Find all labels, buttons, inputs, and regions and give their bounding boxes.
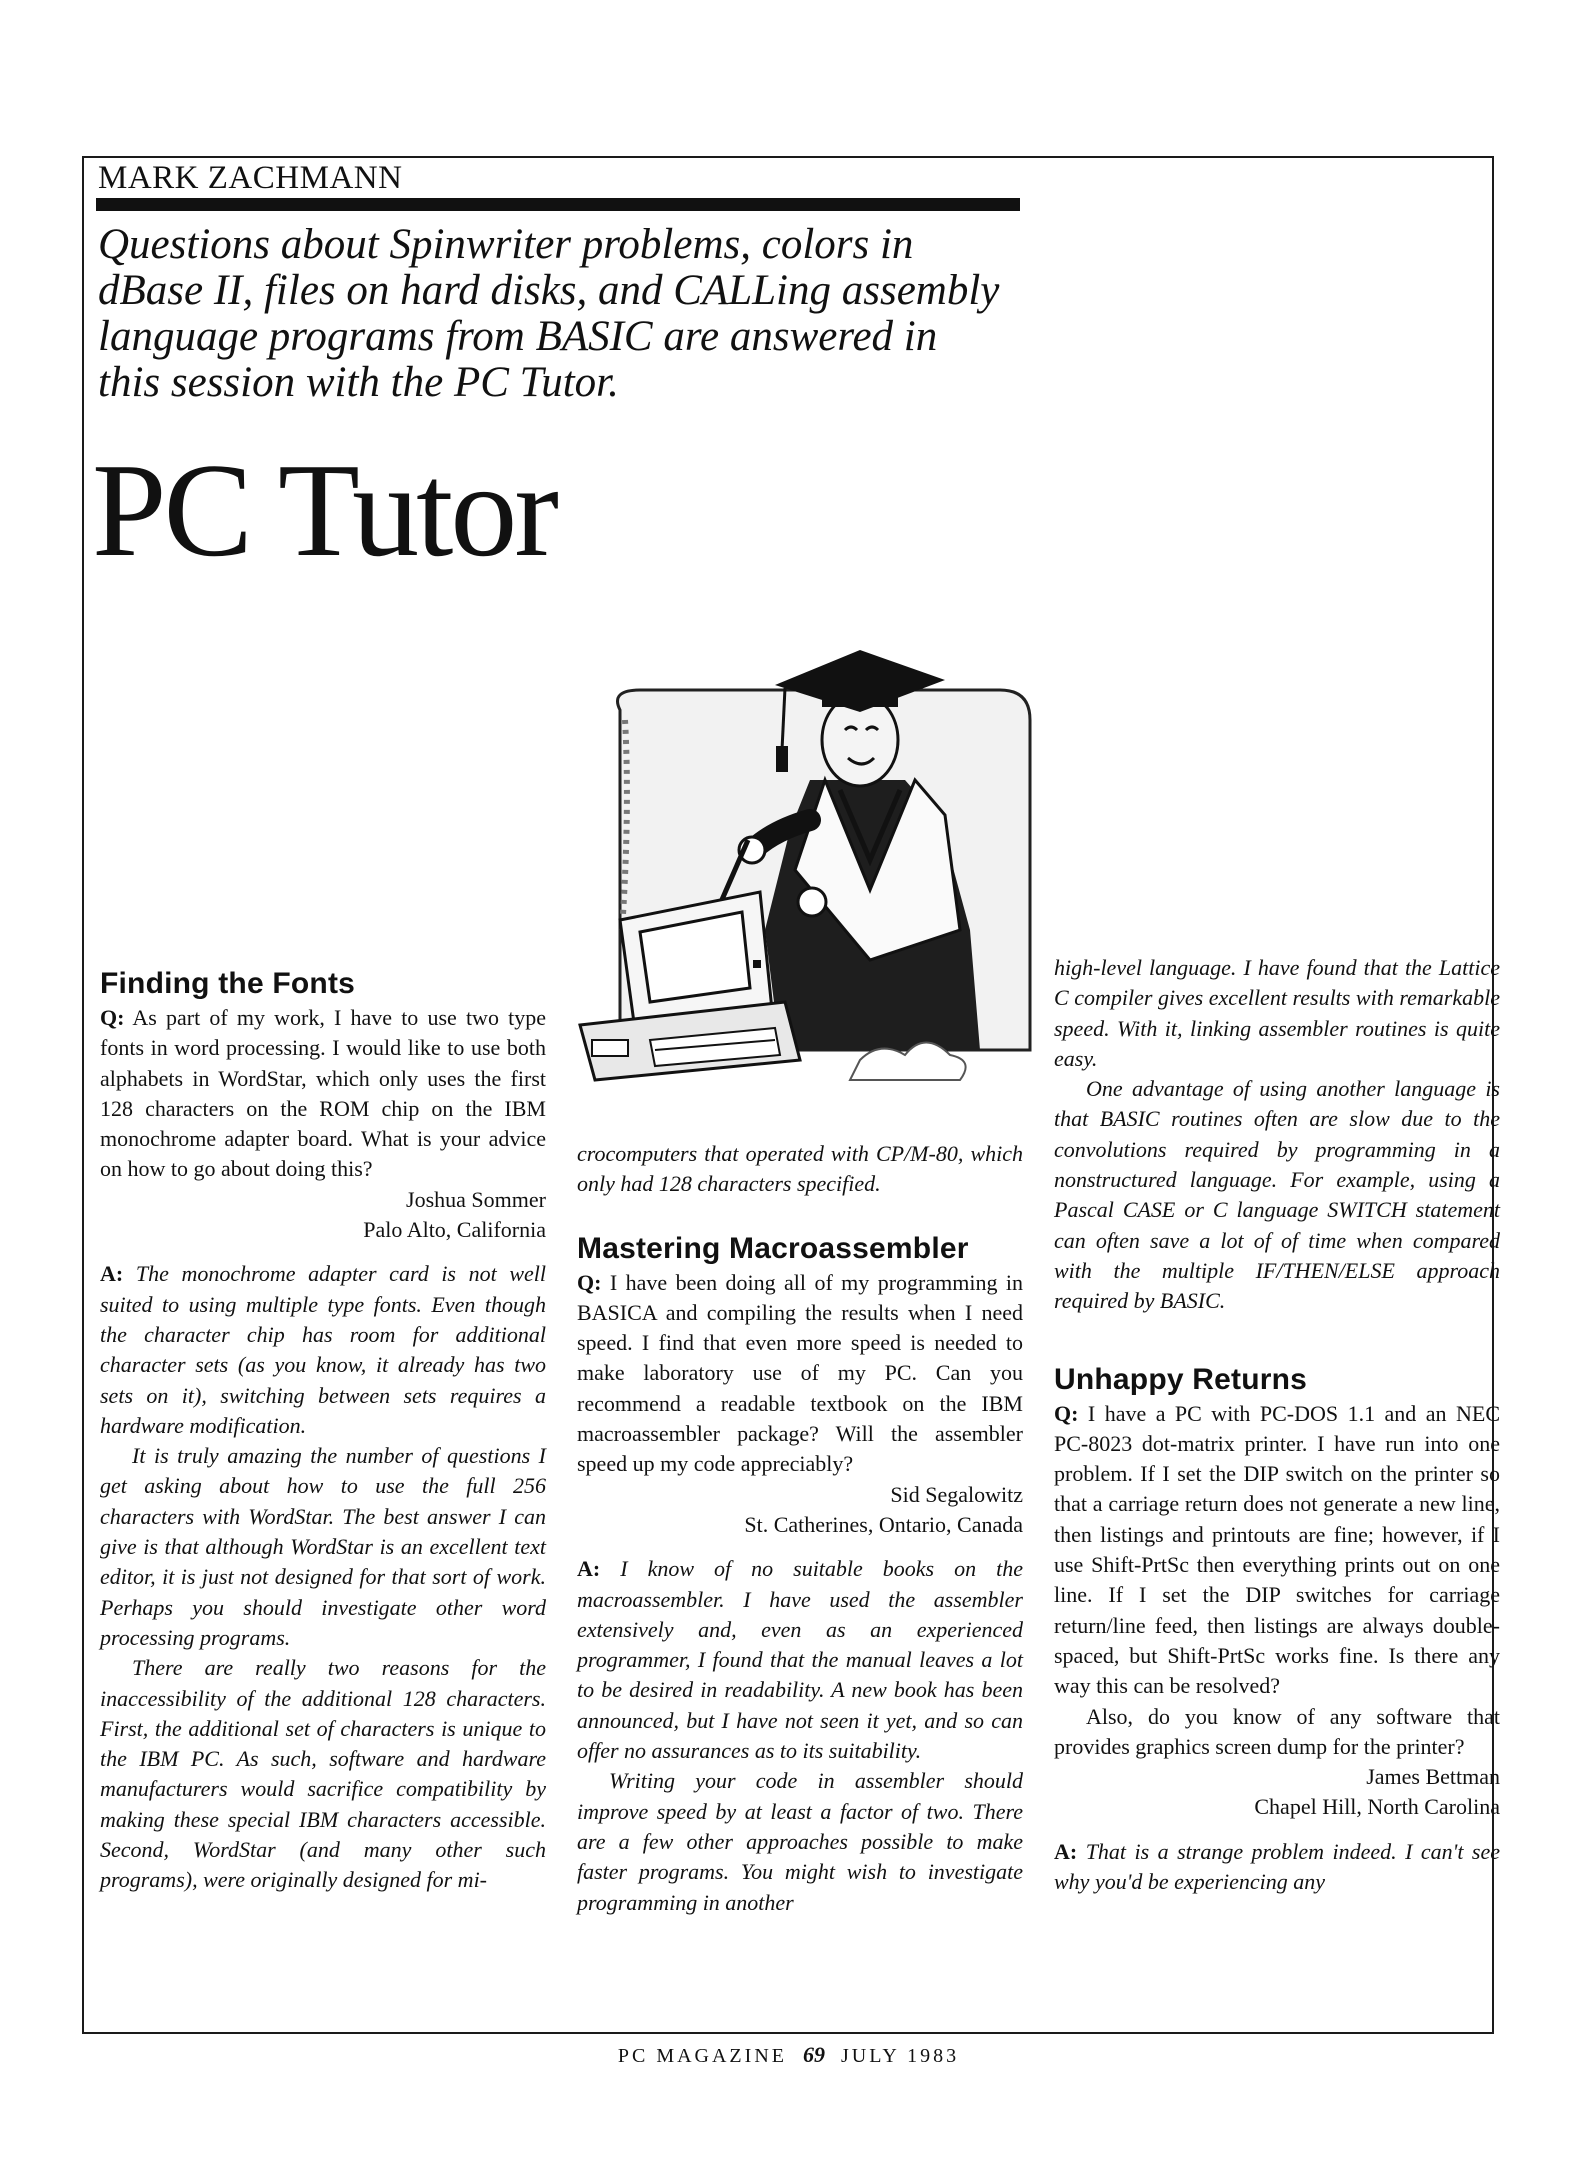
author-byline: MARK ZACHMANN [98,160,403,196]
tassel-end [776,746,788,772]
mortarboard-cap [822,685,898,707]
answer-fonts [100,1259,546,1441]
deck-line: Questions about Spinwriter problems, colors in [98,221,914,268]
signature-place: Palo Alto, California [363,1217,546,1243]
deck-line: this session with the PC Tutor. [98,359,619,406]
answer-paragraph: Writing your code in assembler should improve speed by at least a factor of two. There are a few other approaches possible to make faster programs. You might wish to investigate programming in another [577,1768,1023,1915]
answer-text: That is a strange problem indeed. I can't see why you'd be experiencing any [1054,1838,1501,1895]
answer-text: I know of no suitable books on the macroassembler. I have used the assembler extensively and, even as an experienced programmer, I found that the manual leaves a lot to be desired in readability. A new book has been announced, but I have not seen it yet, and so can offer no assurances as to its suitability. [577,1556,1024,1764]
signature-name: Sid Segalowitz [890,1481,1023,1507]
question-label: Q: [100,1005,125,1030]
question-text: I have been doing all of my programming in BASICA and compiling the results when I need speed. I find that even more speed is needed to make laboratory use of my PC. Can you recommend a readable textbook on the IBM macroassembler package? Will the assembler speed up my code appreciably? [577,1269,1023,1477]
answer-text: The monochrome adapter card is not well suited to using multiple type fonts. Even though the character chip has room for additional character sets (as you know, it already has two sets on it), switching between sets requires a hardware modification. [100,1261,547,1438]
question-returns [1054,1399,1500,1702]
deck-line: language programs from BASIC are answered in [98,313,938,360]
signature-place: Chapel Hill, North Carolina [1254,1794,1500,1820]
answer-paragraph: There are really two reasons for the inaccessibility of the additional 128 characters. First, the additional set of characters is unique to the IBM PC. As such, software and hardware manufacturers would sacrifice compatibility by making these special IBM characters accessible. Second, WordStar (and many other such programs), were originally designed for mi- [100,1655,546,1893]
answer-label: A: [100,1261,124,1287]
section-heading-macro: Mastering Macroassembler [577,1231,969,1265]
page-number: 69 [802,2042,825,2067]
question-text: I have a PC with PC-DOS 1.1 and an NEC PC-8023 dot-matrix printer. I have run into one problem. If I set the DIP switch on the printer so that a carriage return does not generate a new line, then listings and printouts are fine; however, if I use Shift-PrtSc then everything prints out on one line. If I set the DIP switches for carriage return/line feed, then listings are always double-spaced, but Shift-PrtSc works fine. Is there any way this can be resolved? [1054,1400,1501,1699]
answer-macro [577,1554,1023,1766]
header-rule [96,198,1020,211]
section-heading-returns: Unhappy Returns [1054,1362,1308,1396]
answer-paragraph: It is truly amazing the number of questions I get asking about how to use the full 256 characters with WordStar. The best answer I can give is that although WordStar is an excellent text editor, it is just not designed for that sort of work. Perhaps you should investigate other word processing programs. [100,1443,546,1650]
answer-label: A: [1054,1838,1078,1864]
answer-paragraph: One advantage of using another language is that BASIC routines often are slow due to the convolutions required by programming in a nonstructured language. For example, using a Pascal CASE or C language SWITCH statement can often save a lot of of time when compared with the multiple IF/THEN/ELSE approach required by BASIC. [1054,1076,1500,1314]
page-title: PC Tutor [92,436,556,584]
answer-continued: crocomputers that operated with CP/M-80, which only had 128 characters specified. [577,1141,1023,1197]
question-fonts [100,1003,546,1185]
question-paragraph: Also, do you know of any software that provides graphics screen dump for the printer? [1054,1703,1500,1759]
deck-line: dBase II, files on hard disks, and CALLing assembly [98,267,1000,314]
question-label: Q: [577,1269,602,1295]
section-heading-fonts: Finding the Fonts [100,967,356,1000]
article-deck [98,222,1058,406]
question-label: Q: [1054,1400,1079,1426]
column-3 [1054,953,1500,1897]
second-hand [798,888,826,916]
issue-date: JULY 1983 [840,2045,960,2067]
page-footer [0,2042,1577,2068]
magazine-name: PC MAGAZINE [617,2045,787,2067]
signature-name: Joshua Sommer [406,1186,546,1212]
column-1 [100,965,546,1896]
question-macro [577,1268,1023,1480]
answer-label: A: [577,1556,601,1582]
tutor-illustration [560,630,1040,1100]
signature-name: James Bettman [1366,1764,1500,1790]
answer-continued: high-level language. I have found that the Lattice C compiler gives excellent results with remarkable speed. With it, linking assembler routines is quite easy. [1054,955,1500,1071]
answer-returns [1054,1837,1500,1898]
column-2 [577,1139,1023,1918]
question-text: As part of my work, I have to use two type fonts in word processing. I would like to use both alphabets in WordStar, which only uses the first 128 characters on the ROM chip on the IBM monochrome adapter board. What is your advice on how to go about doing this? [100,1005,546,1182]
signature-place: St. Catherines, Ontario, Canada [744,1511,1023,1537]
